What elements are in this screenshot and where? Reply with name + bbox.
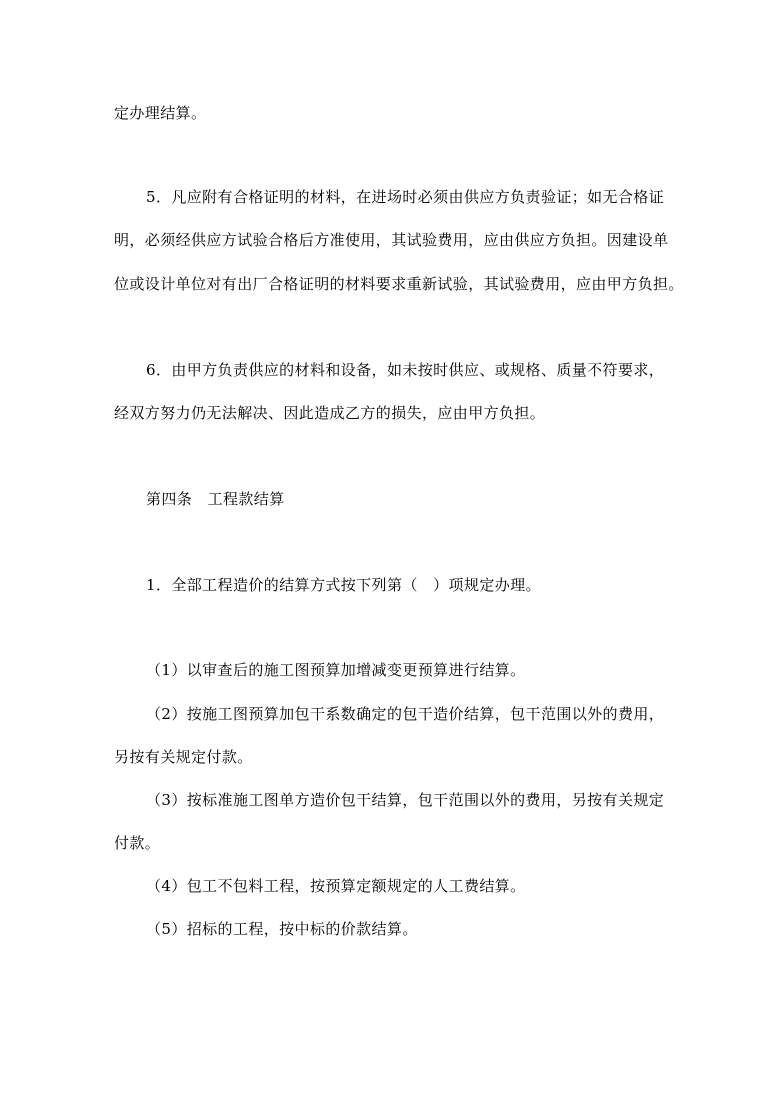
option-2-line-1: （2）按施工图预算加包干系数确定的包干造价结算，包干范围以外的费用， xyxy=(146,705,665,723)
item-5-line-3: 位或设计单位对有出厂合格证明的材料要求重新试验，其试验费用，应由甲方负担。 xyxy=(114,275,684,293)
item-5-line-2: 明，必须经供应方试验合格后方准使用，其试验费用，应由供应方负担。因建设单 xyxy=(114,231,669,249)
option-2-line-2: 另按有关规定付款。 xyxy=(114,748,253,766)
item-6-line-2: 经双方努力仍无法解决、因此造成乙方的损失，应由甲方负担。 xyxy=(114,404,546,422)
continuation-line: 定办理结算。 xyxy=(114,104,207,122)
option-4: （4）包工不包料工程，按预算定额规定的人工费结算。 xyxy=(146,877,526,895)
item-6-line-1: 6．由甲方负责供应的材料和设备，如未按时供应、或规格、质量不符要求， xyxy=(146,361,665,379)
clause-1: 1．全部工程造价的结算方式按下列第（ ）项规定办理。 xyxy=(146,576,541,594)
item-5-line-1: 5．凡应附有合格证明的材料，在进场时必须由供应方负责验证；如无合格证 xyxy=(146,188,665,206)
option-5: （5）招标的工程，按中标的价款结算。 xyxy=(146,920,418,938)
option-1: （1）以审查后的施工图预算加增减变更预算进行结算。 xyxy=(146,661,526,679)
option-3-line-1: （3）按标准施工图单方造价包干结算，包干范围以外的费用，另按有关规定 xyxy=(146,791,665,809)
article-4-heading: 第四条 工程款结算 xyxy=(146,490,285,508)
option-3-line-2: 付款。 xyxy=(114,834,161,852)
